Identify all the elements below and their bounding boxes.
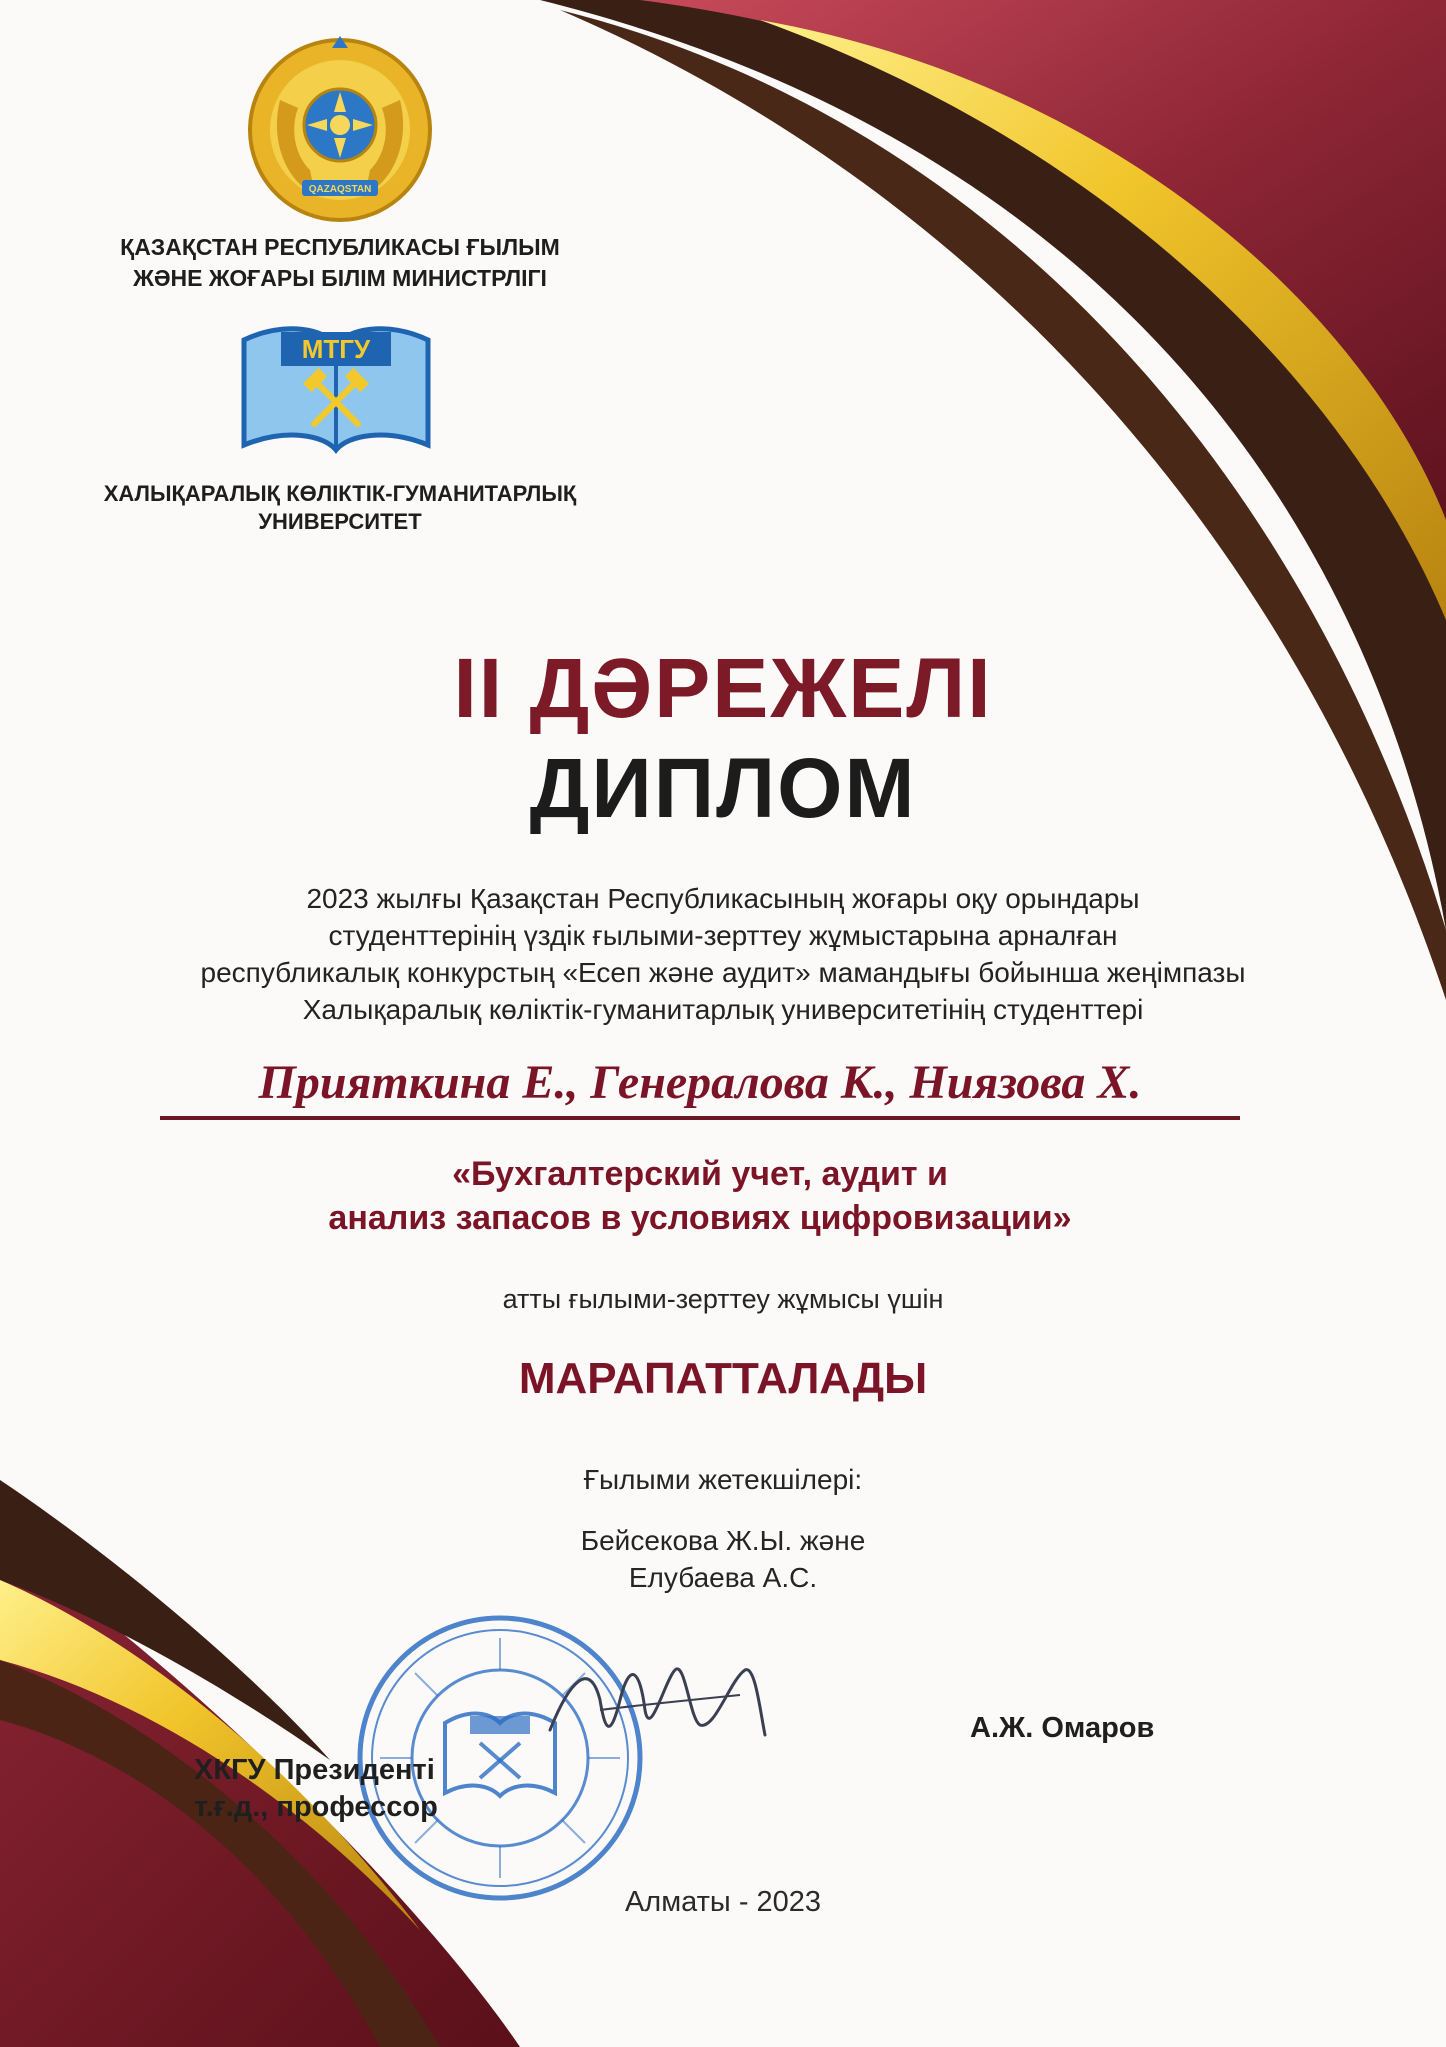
university-name — [30, 480, 650, 536]
position-line-2: т.ғ.д., профессор — [194, 1791, 438, 1823]
topic-line-1: «Бухгалтерский учет, аудит и — [452, 1155, 948, 1193]
student-names: Прияткина Е., Генералова К., Ниязова Х. — [258, 1056, 1142, 1109]
university-line-1: ХАЛЫҚАРАЛЫҚ КӨЛІКТІК-ГУМАНИТАРЛЫҚ — [103, 481, 577, 506]
supervisors-title: Ғылыми жетекшілері: — [583, 1464, 863, 1495]
description-line-2: студенттерінің үздік ғылыми-зерттеу жұмыстарына арналған — [328, 920, 1118, 951]
award-description — [40, 880, 1406, 1028]
description-line-1: 2023 жылғы Қазақстан Республикасының жоғары оқу орындары — [306, 883, 1140, 914]
supervisors-line-1: Бейсекова Ж.Ы. және — [580, 1525, 866, 1556]
names-underline — [160, 1116, 1240, 1120]
diploma-degree: II ДӘРЕЖЕЛІ — [453, 641, 993, 735]
university-line-2: УНИВЕРСИТЕТ — [258, 509, 422, 534]
research-topic — [100, 1152, 1300, 1240]
president-name: А.Ж. Омаров — [970, 1712, 1155, 1744]
president-position — [194, 1752, 614, 1826]
state-emblem — [240, 30, 440, 230]
awarded-text: МАРАПАТТАЛАДЫ — [518, 1354, 928, 1403]
description-line-3: республикалық конкурстың «Есеп және аудит» мамандығы бойынша жеңімпазы — [200, 957, 1246, 988]
supervisors-names — [0, 1522, 1446, 1596]
ministry-line-1: ҚАЗАҚСТАН РЕСПУБЛИКАСЫ ҒЫЛЫМ — [120, 234, 560, 260]
ministry-name — [40, 232, 640, 294]
diploma-title: ДИПЛОМ — [529, 741, 917, 835]
ministry-line-2: ЖӘНЕ ЖОҒАРЫ БІЛІМ МИНИСТРЛІГІ — [133, 265, 547, 291]
city-year: Алматы - 2023 — [624, 1886, 822, 1918]
for-research-text: атты ғылыми-зерттеу жұмысы үшін — [502, 1284, 944, 1314]
signature — [540, 1640, 770, 1760]
logo-text: МТГУ — [301, 334, 371, 364]
topic-line-2: анализ запасов в условиях цифровизации» — [328, 1199, 1072, 1237]
supervisors-line-2: Елубаева А.С. — [628, 1562, 818, 1593]
university-logo — [236, 320, 436, 470]
position-line-1: ХКГУ Президенті — [194, 1754, 435, 1786]
description-line-4: Халықаралық көліктік-гуманитарлық университетінің студенттері — [302, 994, 1144, 1025]
emblem-text: QAZAQSTAN — [308, 184, 372, 195]
